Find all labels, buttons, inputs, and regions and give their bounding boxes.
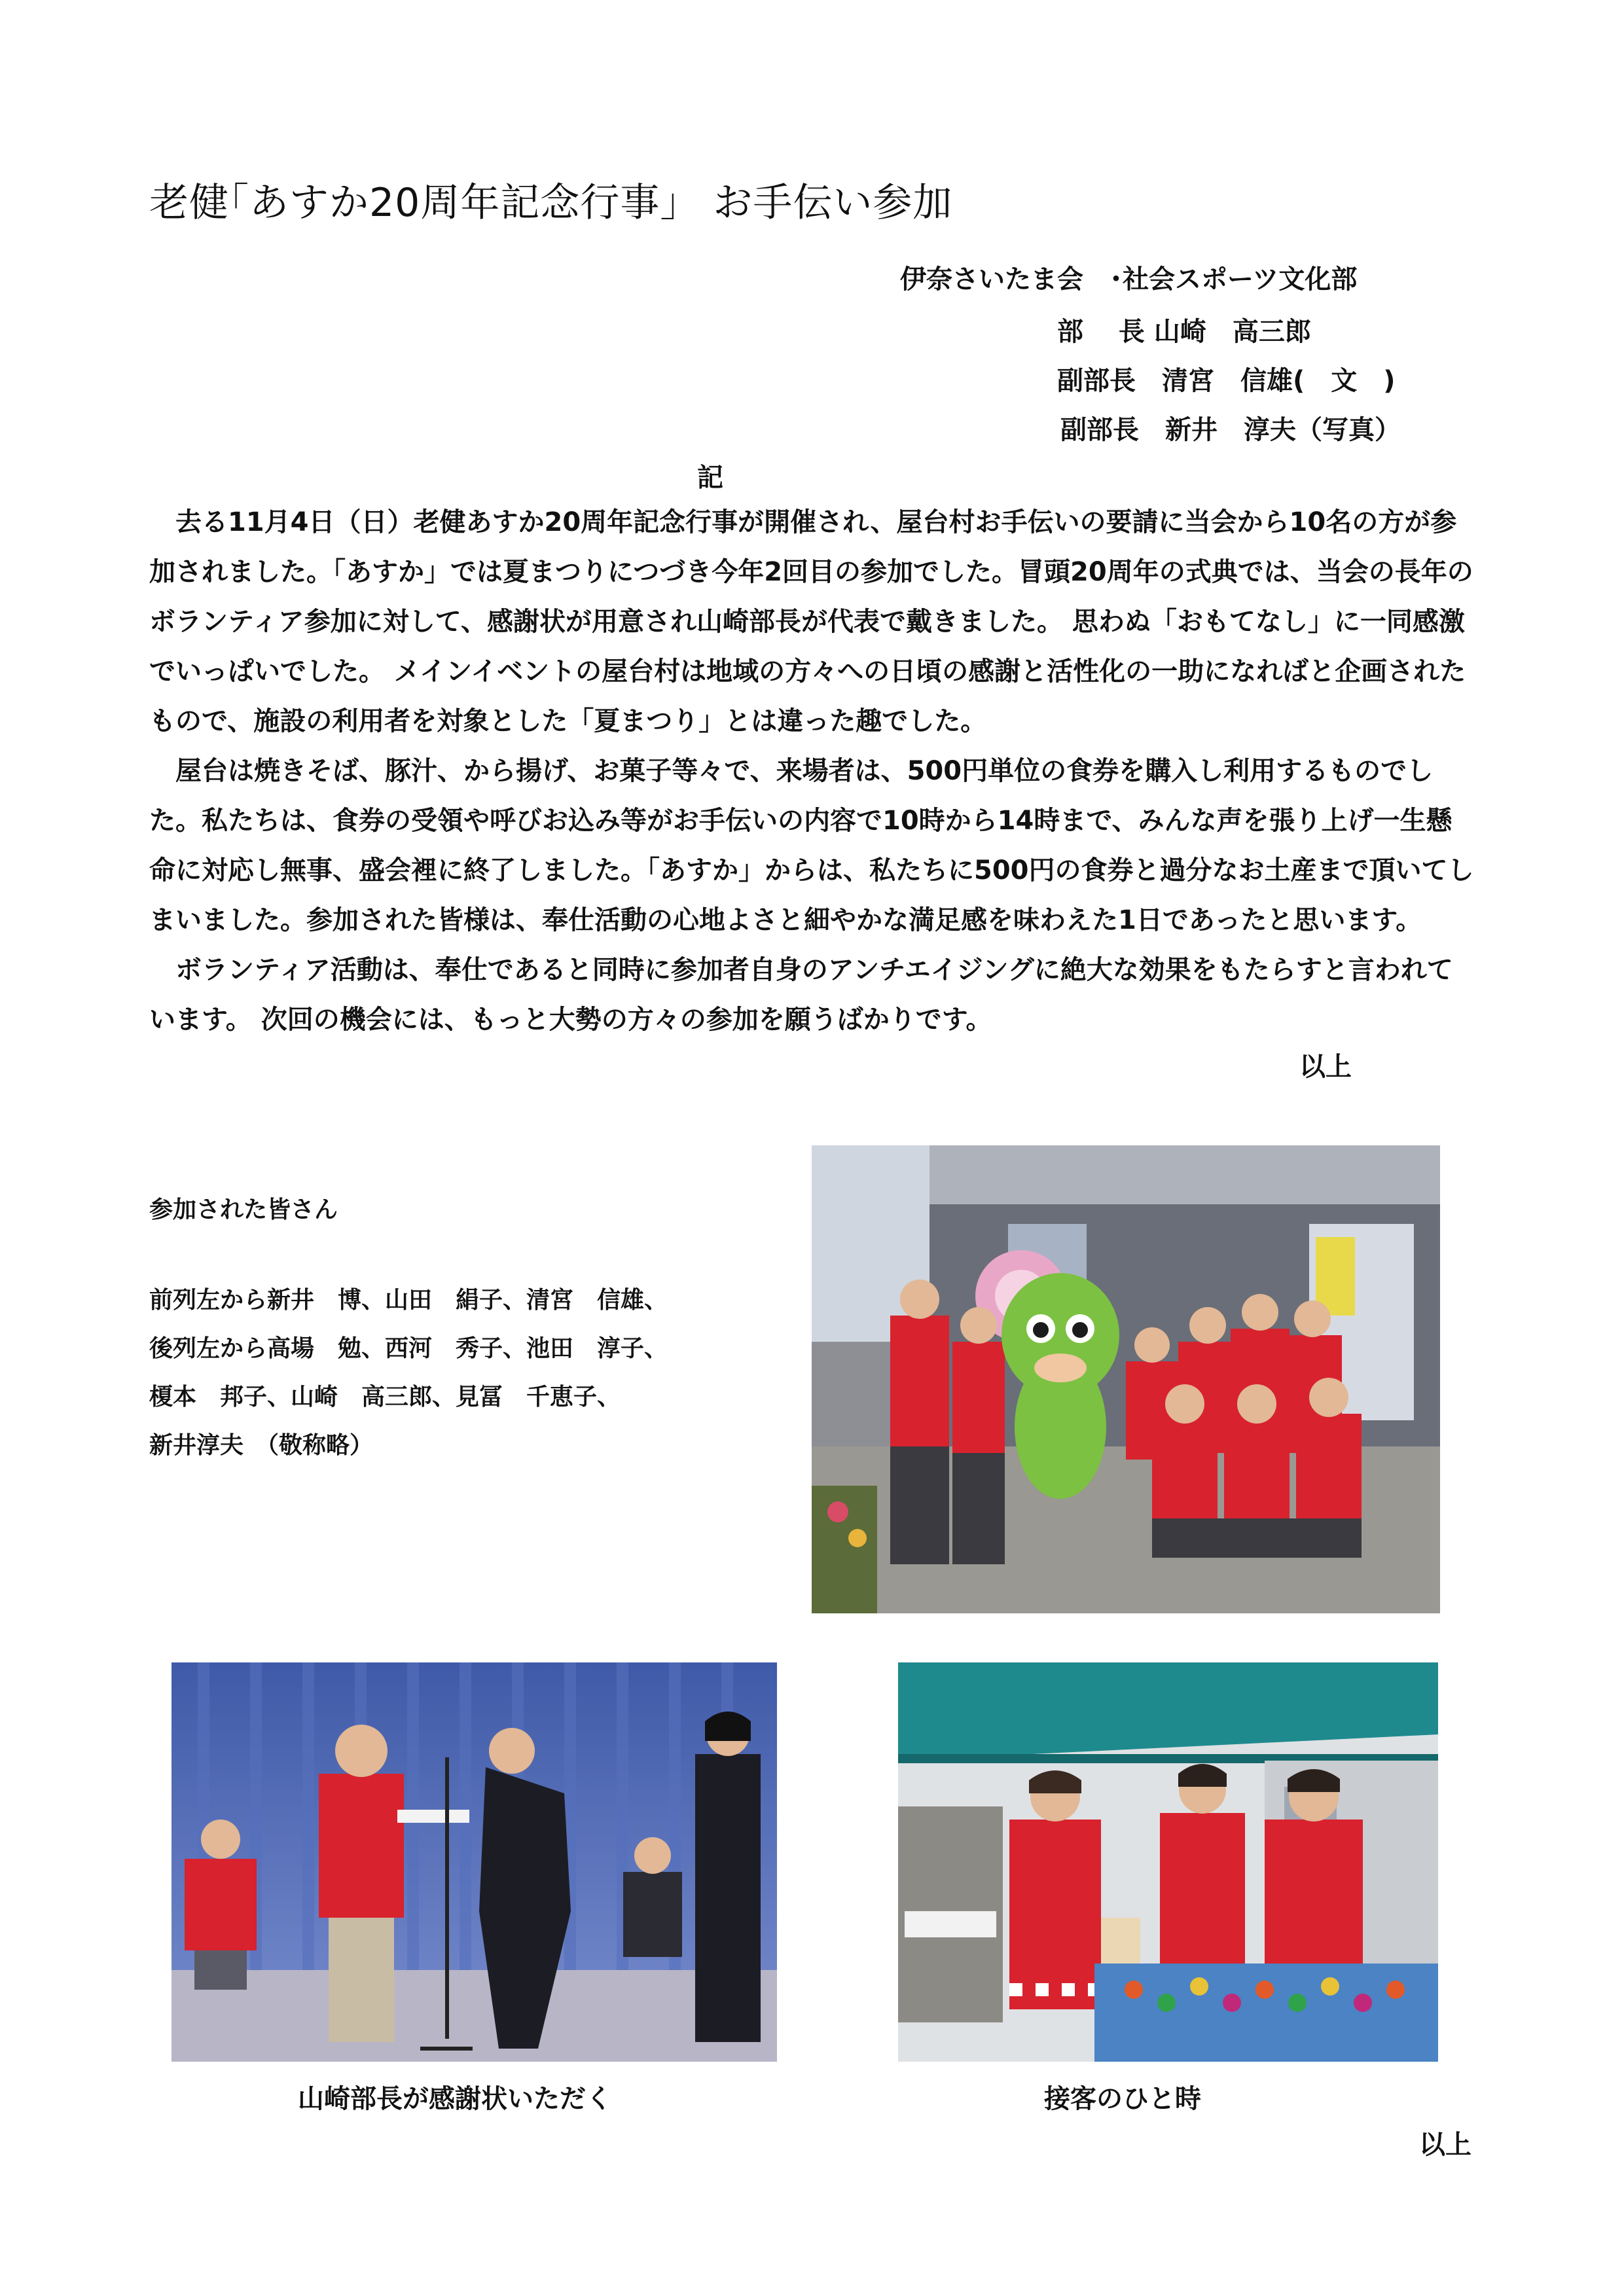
body-paragraph-1: 去る11月4日（日）老健あすか20周年記念行事が開催され、屋台村お手伝いの要請に当会から10名の方が参加されました。「あすか」では夏まつりにつづき今年2回目の参加でした。冒頭20周年の式典では、当会の長年のボランティア参加に対して、感謝状が用意され山崎部長が代表で戴きました。 思わぬ「おもてなし」に一同感激でいっぱいでした。 メインイベントの屋台村は地域の方々への日頃の感謝と活性化の一助になればと企画されたもので、施設の利用者を対象とした「夏まつり」とは違った趣でした。 (149, 507, 1473, 736)
page-title: 老健｢あすか20周年記念行事」 お手伝い参加 (149, 180, 953, 226)
group-photo (812, 1145, 1440, 1613)
caption-reception: 接客のひと時 (1044, 2084, 1201, 2114)
participants-line: 新井淳夫 （敬称略） (149, 1432, 374, 1459)
participants-heading: 参加された皆さん (149, 1196, 338, 1223)
body-ijo: 以上 (1299, 1052, 1352, 1082)
participants-list (149, 1276, 668, 1470)
body-paragraph-3 (149, 945, 1478, 1045)
caption-ceremony: 山崎部長が感謝状いただく (298, 2084, 612, 2114)
body-text (149, 497, 1478, 1045)
author-line-2: 副部長 清宮 信雄( 文 ) (1057, 366, 1396, 396)
participants-line: 後列左から高場 勉、西河 秀子、池田 淳子、 (149, 1335, 668, 1362)
participants-line: 榎本 邦子、山崎 高三郎、見冨 千恵子、 (149, 1384, 621, 1410)
body-paragraph-3-text: ボランティア活動は、奉仕であると同時に参加者自身のアンチエイジングに絶大な効果をもたらすと言われています。 次回の機会には、もっと大勢の方々の参加を願うばかりです。 (149, 955, 1453, 1035)
closing-ijo: 以上 (1419, 2130, 1471, 2160)
ceremony-photo (171, 1662, 777, 2062)
participants-line: 前列左から新井 博、山田 絹子、清宮 信雄、 (149, 1287, 668, 1314)
author-line-1: 部 長 山崎 高三郎 (1057, 317, 1311, 347)
reception-photo (898, 1662, 1438, 2062)
body-paragraph-2: 屋台は焼きそば、豚汁、から揚げ、お菓子等々で、来場者は、500円単位の食券を購入し利用するものでした。私たちは、食券の受領や呼びお込み等がお手伝いの内容で10時から14時まで、みんな声を張り上げ一生懸命に対応し無事、盛会裡に終了しました。「あすか」からは、私たちに500円の食券と過分なお土産まで頂いてしまいました。参加された皆様は、奉仕活動の心地よさと細やかな満足感を味わえた1日であったと思います。 (149, 756, 1474, 935)
author-line-3: 副部長 新井 淳夫（写真） (1060, 415, 1401, 445)
ki-mark: 記 (697, 463, 723, 493)
author-org: 伊奈さいたま会 ･社会スポーツ文化部 (900, 264, 1358, 295)
